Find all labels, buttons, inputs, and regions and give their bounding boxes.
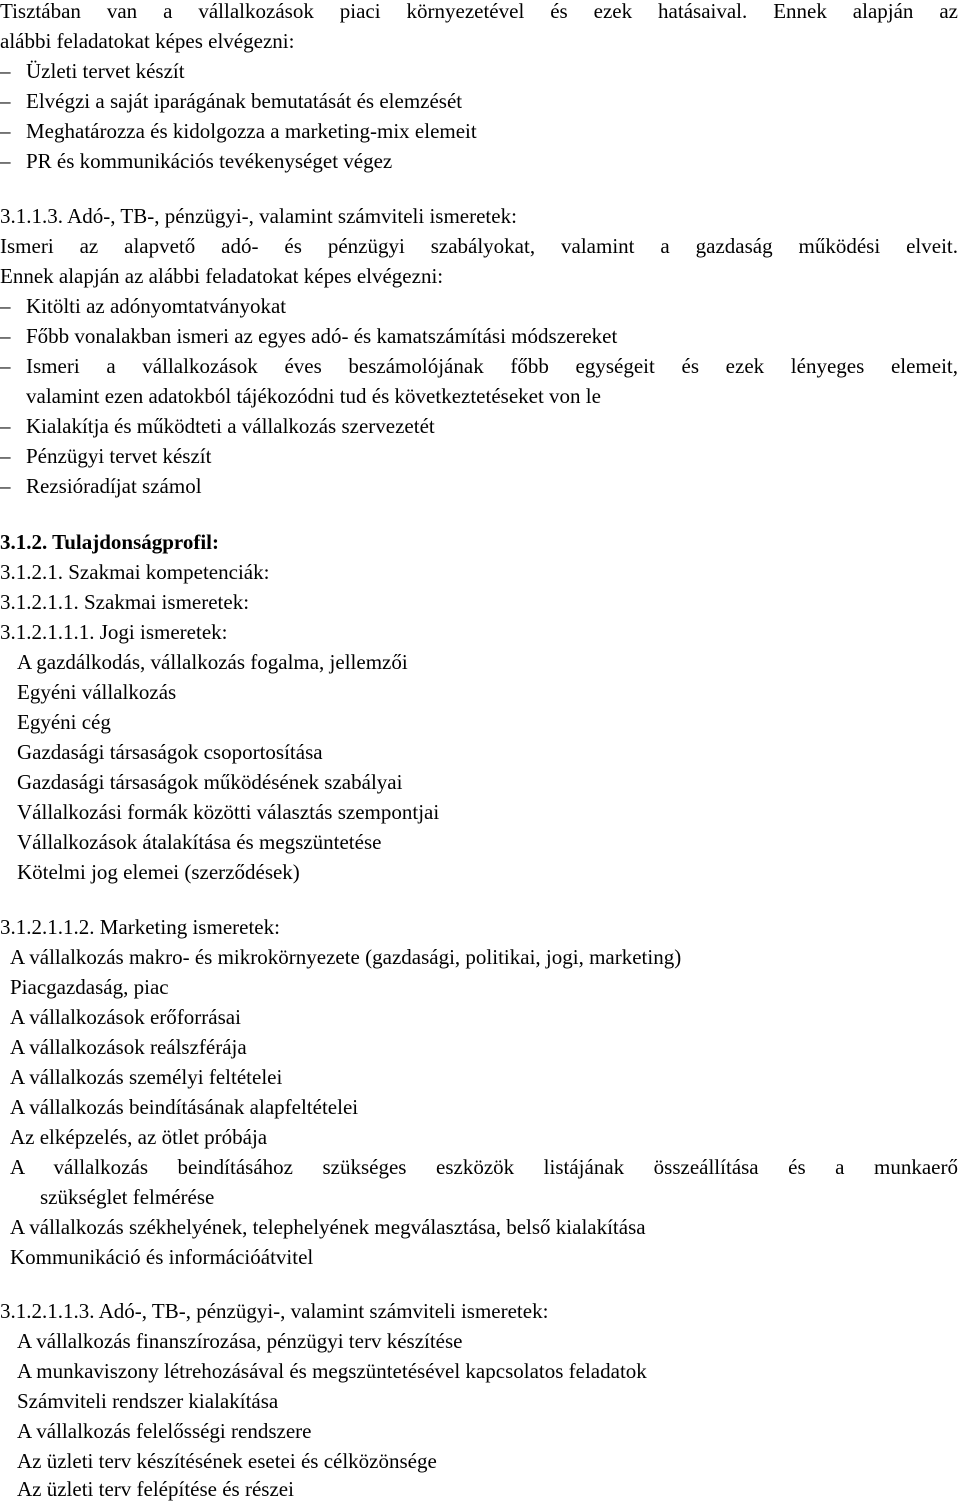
section-313-list-item: – Főbb vonalakban ismeri az egyes adó- és kamatszámítási módszereket <box>0 321 960 351</box>
section-313-list-item: – Rezsióradíjat számol <box>0 471 960 501</box>
jogi-list-item: Vállalkozási formák közötti választás szempontjai <box>17 800 440 824</box>
intro-list-item: – Meghatározza és kidolgozza a marketing-mix elemeit <box>0 116 960 146</box>
jogi-list-item: Egyéni cég <box>17 710 111 734</box>
ado-list-item: Számviteli rendszer kialakítása <box>17 1389 279 1413</box>
marketing-list-item: A vállalkozások erőforrásai <box>10 1005 241 1029</box>
ado-heading: 3.1.2.1.1.3. Adó-, TB-, pénzügyi-, valamint számviteli ismeretek: <box>0 1299 549 1323</box>
dash-marker: – <box>0 59 11 83</box>
marketing-list-item: A vállalkozás makro- és mikrokörnyezete (gazdasági, politikai, jogi, marketing) <box>10 945 682 969</box>
dash-marker: – <box>0 89 11 113</box>
marketing-list-item: Az elképzelés, az ötlet próbája <box>10 1125 268 1149</box>
marketing-heading: 3.1.2.1.1.2. Marketing ismeretek: <box>0 915 280 939</box>
marketing-list-item: A vállalkozások reálszférája <box>10 1035 247 1059</box>
ado-list-item: A vállalkozás finanszírozása, pénzügyi terv készítése <box>17 1329 463 1353</box>
section-313-line-1: Ismeri az alapvető adó- és pénzügyi szabályokat, valamint a gazdaság működési elveit. <box>0 234 958 258</box>
marketing-list-item: Piacgazdaság, piac <box>10 975 169 999</box>
subsection-heading-3-1-2-1: 3.1.2.1. Szakmai kompetenciák: <box>0 560 270 584</box>
marketing-list-item-continuation: szükséglet felmérése <box>40 1185 215 1209</box>
intro-list-item: – PR és kommunikációs tevékenységet végez <box>0 146 960 176</box>
subsection-heading-3-1-2-1-1: 3.1.2.1.1. Szakmai ismeretek: <box>0 590 250 614</box>
section-313-list-item: – Pénzügyi tervet készít <box>0 441 960 471</box>
section-313-list-item-continuation: valamint ezen adatokból tájékozódni tud és következtetéseket von le <box>26 384 601 408</box>
intro-line-2: alábbi feladatokat képes elvégezni: <box>0 29 295 53</box>
section-heading-3-1-1-3: 3.1.1.3. Adó-, TB-, pénzügyi-, valamint számviteli ismeretek: <box>0 204 517 228</box>
section-313-list-item: – Kialakítja és működteti a vállalkozás szervezetét <box>0 411 960 441</box>
jogi-list-item: Egyéni vállalkozás <box>17 680 177 704</box>
marketing-list-item: Kommunikáció és információátvitel <box>10 1245 314 1269</box>
section-313-list-item: – Ismeri a vállalkozások éves beszámolójának főbb egységeit és ezek lényeges elemeit, <box>0 351 958 381</box>
marketing-list-item: A vállalkozás személyi feltételei <box>10 1065 283 1089</box>
jogi-list-item: Vállalkozások átalakítása és megszüntetése <box>17 830 382 854</box>
section-heading-3-1-2: 3.1.2. Tulajdonságprofil: <box>0 530 220 554</box>
ado-list-item: A vállalkozás felelősségi rendszere <box>17 1419 312 1443</box>
ado-list-item: Az üzleti terv felépítése és részei <box>17 1477 294 1501</box>
intro-list-item: – Elvégzi a saját iparágának bemutatását és elemzését <box>0 86 960 116</box>
intro-line-1: Tisztában van a vállalkozások piaci környezetével és ezek hatásaival. Ennek alapján az <box>0 0 958 23</box>
dash-marker: – <box>0 324 11 348</box>
dash-marker: – <box>0 354 11 378</box>
dash-marker: – <box>0 474 11 498</box>
dash-marker: – <box>0 414 11 438</box>
dash-marker: – <box>0 294 11 318</box>
marketing-list-item: A vállalkozás székhelyének, telephelyének megválasztása, belső kialakítása <box>10 1215 646 1239</box>
dash-marker: – <box>0 149 11 173</box>
jogi-heading: 3.1.2.1.1.1. Jogi ismeretek: <box>0 620 228 644</box>
dash-marker: – <box>0 444 11 468</box>
ado-list-item: Az üzleti terv készítésének esetei és célközönsége <box>17 1449 437 1473</box>
section-313-list-item: – Kitölti az adónyomtatványokat <box>0 291 960 321</box>
marketing-list-item: A vállalkozás beindításának alapfeltételei <box>10 1095 359 1119</box>
marketing-list-item: A vállalkozás beindításához szükséges eszközök listájának összeállítása és a munkaerő <box>10 1155 958 1179</box>
ado-list-item: A munkaviszony létrehozásával és megszüntetésével kapcsolatos feladatok <box>17 1359 647 1383</box>
section-313-line-2: Ennek alapján az alábbi feladatokat képes elvégezni: <box>0 264 444 288</box>
jogi-list-item: Gazdasági társaságok csoportosítása <box>17 740 323 764</box>
dash-marker: – <box>0 119 11 143</box>
jogi-list-item: A gazdálkodás, vállalkozás fogalma, jellemzői <box>17 650 408 674</box>
jogi-list-item: Gazdasági társaságok működésének szabályai <box>17 770 403 794</box>
intro-list-item: – Üzleti tervet készít <box>0 56 960 86</box>
jogi-list-item: Kötelmi jog elemei (szerződések) <box>17 860 300 884</box>
